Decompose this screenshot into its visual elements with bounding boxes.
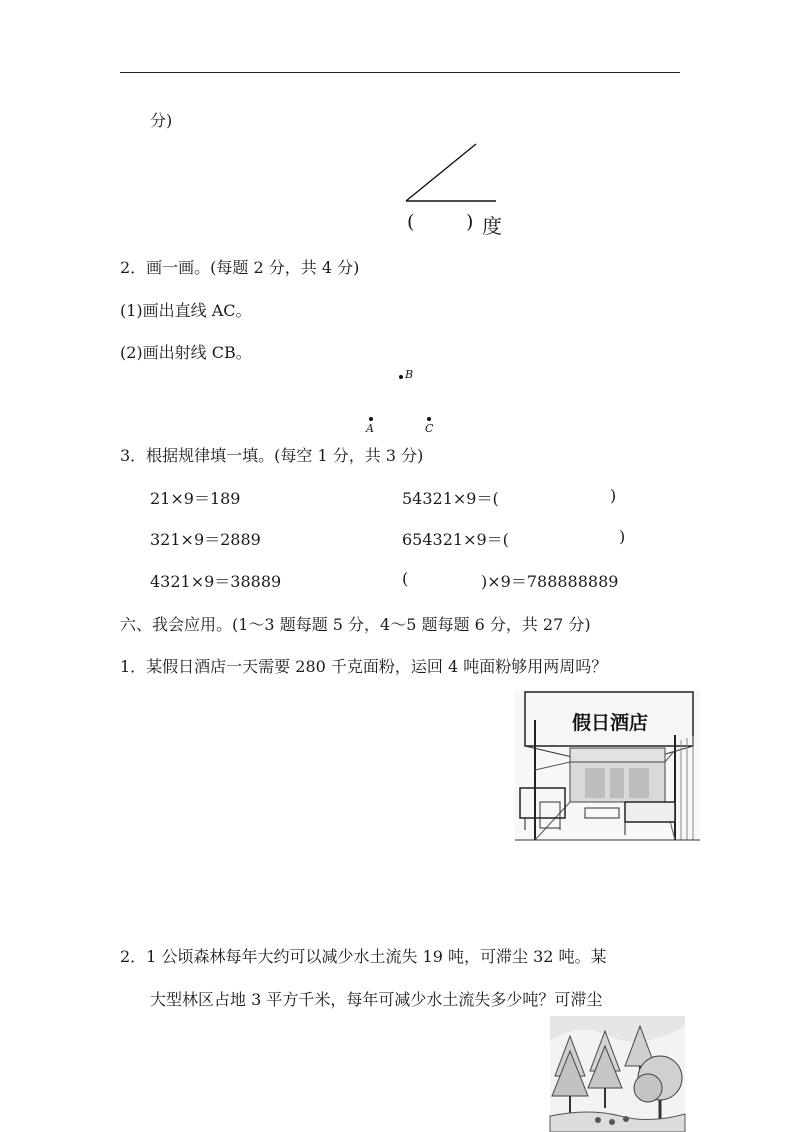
problem2-line2: 大型林区占地 3 平方千米，每年可减少水土流失多少吨？可滞尘 [150,990,603,1009]
q3-row1-right-suffix: ) [610,486,617,505]
q3-row3-right-prefix: ( [402,569,409,588]
q3-row2-right-suffix: ) [619,527,626,546]
q2-title: 2．画一画。(每题 2 分，共 4 分) [120,258,360,277]
q3-row1-right-prefix: 54321×9＝( [402,489,499,508]
forest-illustration [550,1016,685,1132]
point-b [399,375,403,379]
q2-part1: (1)画出直线 AC。 [120,301,252,320]
angle-answer-open: ( [407,211,415,233]
q3-row2-right-prefix: 654321×9＝( [402,530,509,549]
point-c [427,417,431,421]
point-a [369,417,373,421]
q3-row3-left: 4321×9＝38889 [150,572,282,591]
section6-title: 六、我会应用。(1～3 题每题 5 分，4～5 题每题 6 分，共 27 分) [120,615,591,634]
q2-part2: (2)画出射线 CB。 [120,343,252,362]
label-a: A [366,422,374,435]
continuation-text: 分) [150,111,173,130]
q3-title: 3．根据规律填一填。(每空 1 分，共 3 分) [120,446,424,465]
hotel-sign: 假日酒店 [572,712,649,734]
header-rule [120,72,680,73]
problem1-text: 1．某假日酒店一天需要 280 千克面粉，运回 4 吨面粉够用两周吗？ [120,657,608,676]
angle-unit: 度 [482,214,502,238]
angle-answer-close: ) [466,211,474,233]
label-c: C [425,422,434,435]
q3-row3-right-suffix: )×9＝788888889 [481,572,619,591]
angle-figure [400,140,510,210]
label-b: B [405,368,414,381]
problem2-line1: 2．1 公顷森林每年大约可以减少水土流失 19 吨，可滞尘 32 吨。某 [120,947,607,966]
q3-row1-left: 21×9＝189 [150,489,241,508]
q3-row2-left: 321×9＝2889 [150,530,261,549]
